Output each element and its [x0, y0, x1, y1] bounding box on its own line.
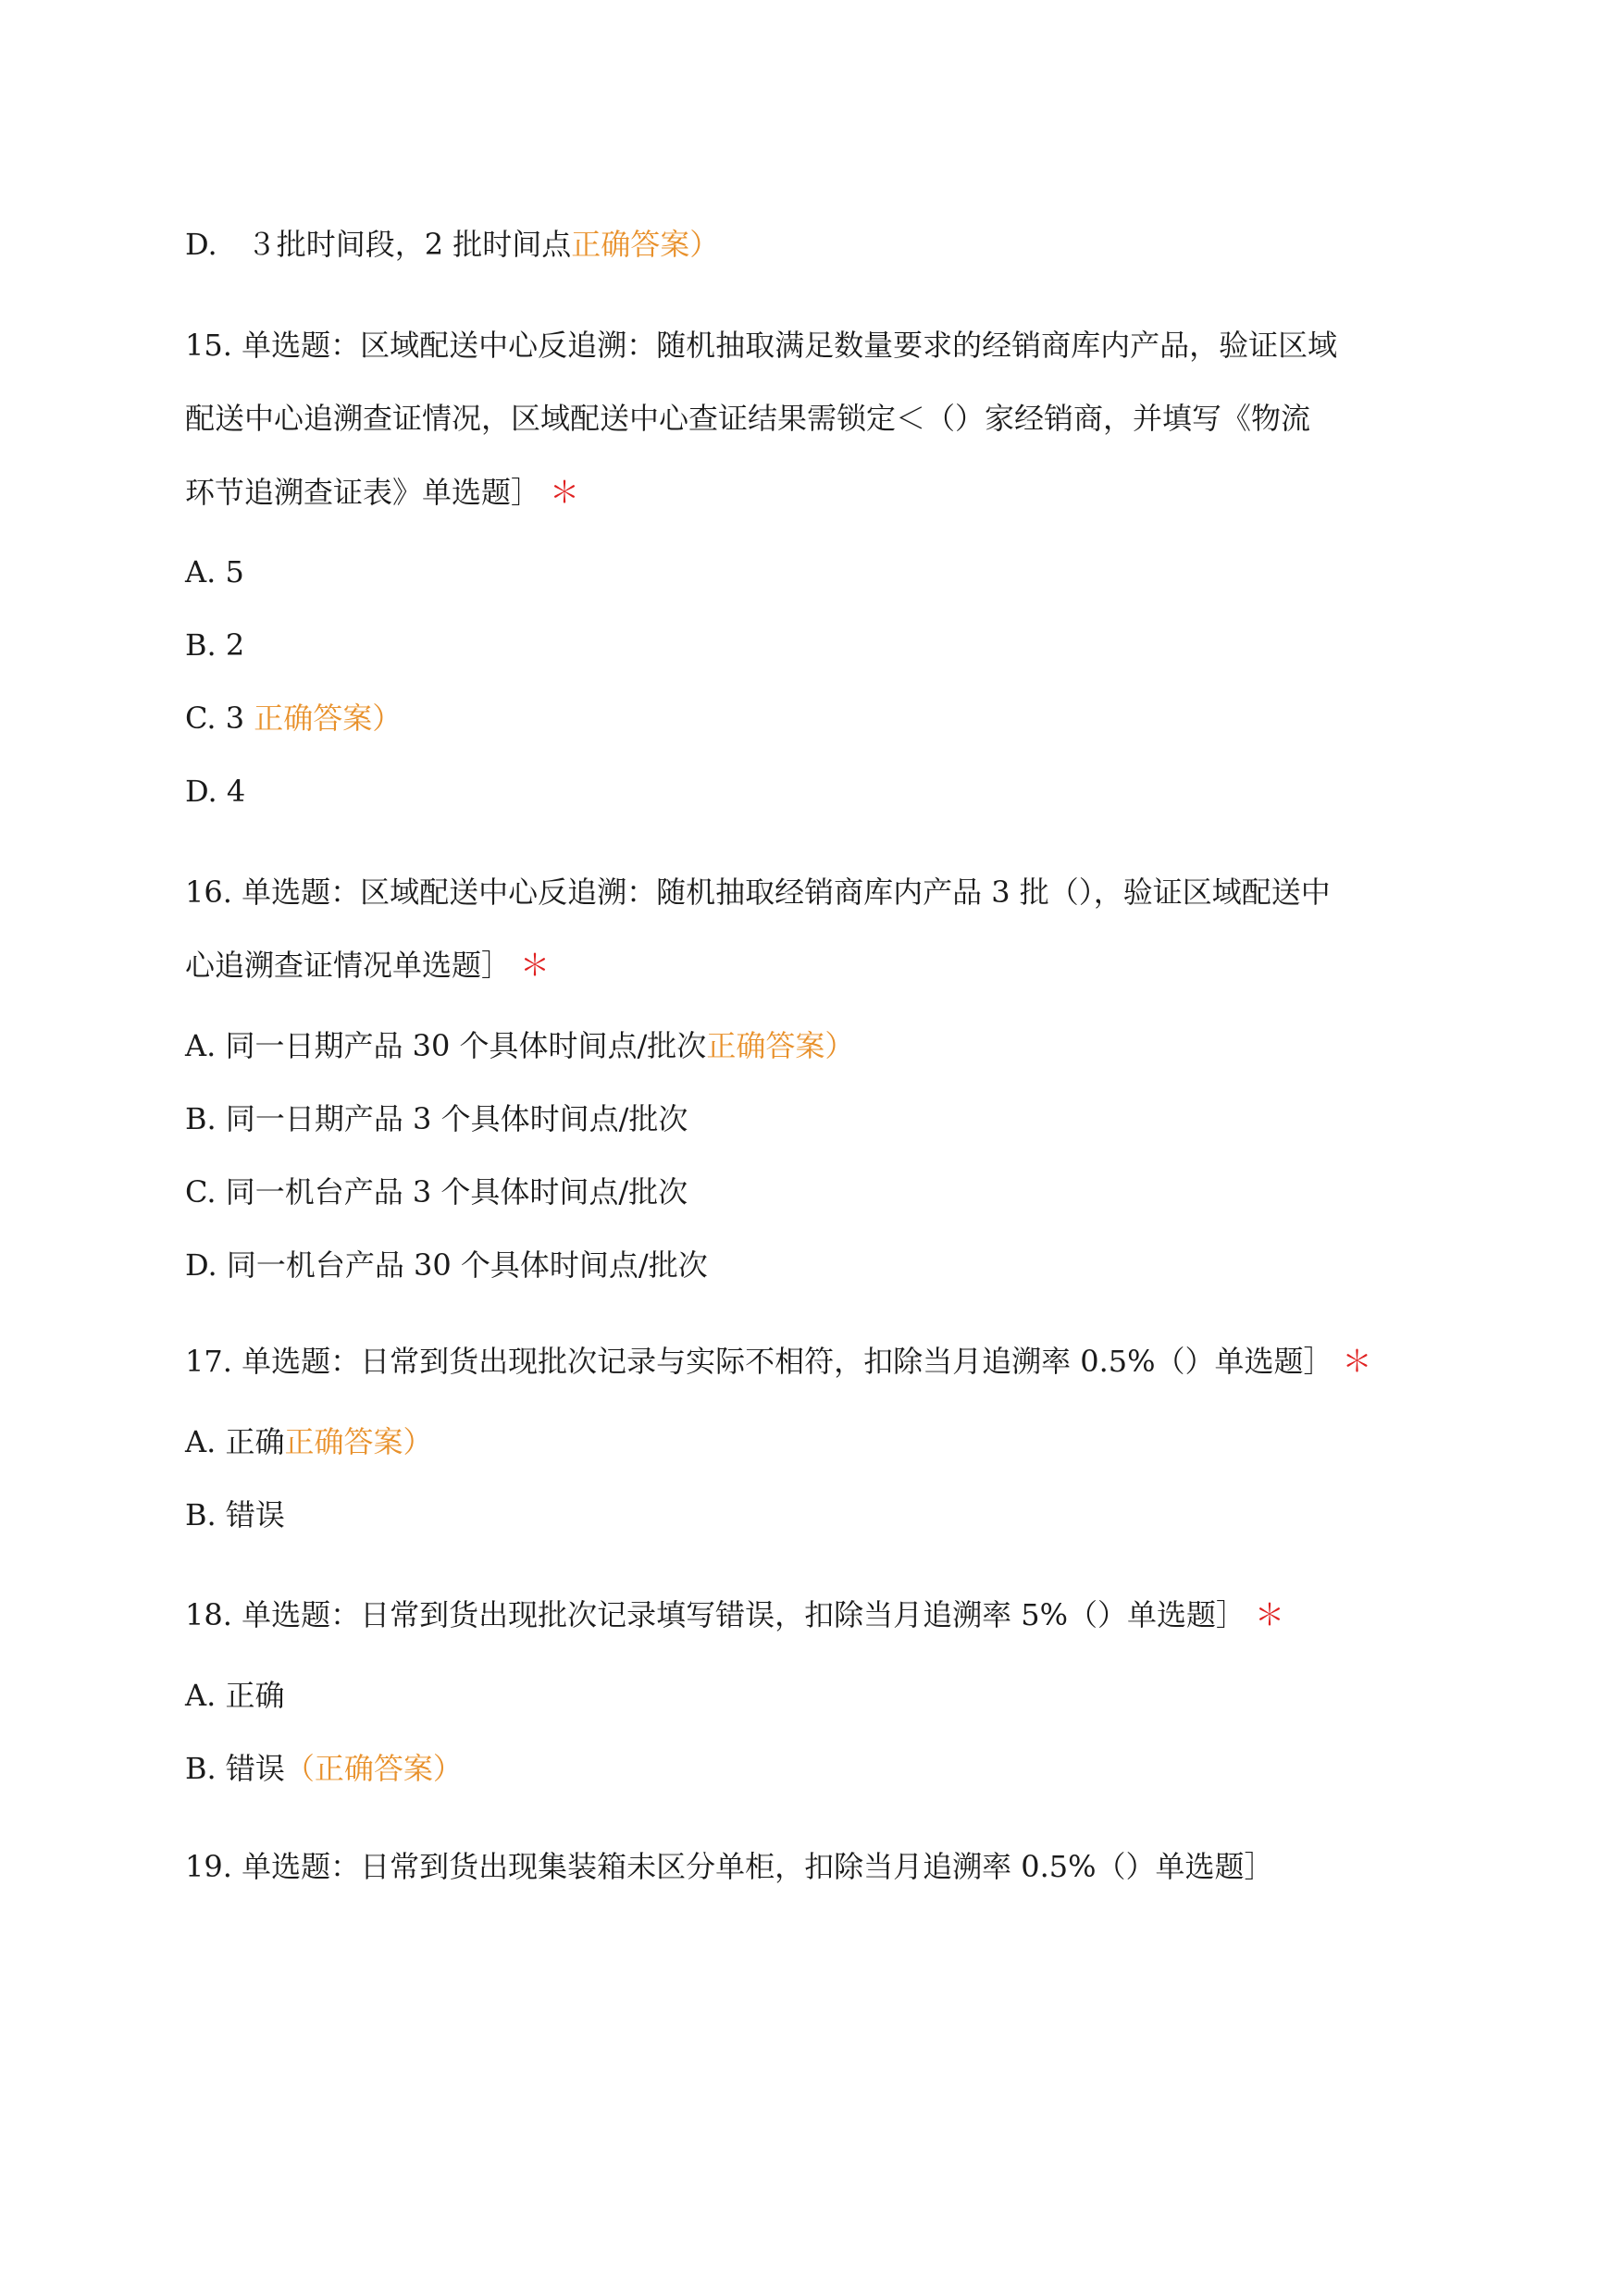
q16-option-d	[185, 1247, 708, 1284]
q15-option-a	[185, 553, 244, 590]
option-text: D. 4	[185, 774, 246, 809]
correct-answer-label: 正确答案）	[284, 1424, 433, 1459]
q15-question-line-1: 15. 单选题：区域配送中心反追溯：随机抽取满足数量要求的经销商库内产品，验证区域	[185, 328, 1338, 363]
q16-option-a	[185, 1027, 854, 1064]
q14-option-d	[185, 226, 719, 263]
q16-option-c	[185, 1173, 688, 1210]
option-text: A. 正确	[185, 1678, 285, 1713]
option-text: B. 错误	[185, 1497, 285, 1532]
q16-question-line-2	[185, 947, 550, 984]
q18-option-a	[185, 1677, 284, 1714]
correct-answer-label: 正确答案）	[571, 227, 720, 262]
option-text: C. 3	[185, 701, 254, 736]
q15-question-line-3	[185, 474, 579, 511]
option-text: A. 正确	[185, 1424, 285, 1459]
question-text: 17. 单选题：日常到货出现批次记录与实际不相符，扣除当月追溯率 0.5%（）单选题］	[185, 1344, 1333, 1379]
required-star-icon: ＊	[550, 475, 580, 510]
q15-question-line-2: 配送中心追溯查证情况，区域配送中心查证结果需锁定＜（）家经销商，并填写《物流	[185, 401, 1311, 436]
required-star-icon: ＊	[1255, 1597, 1285, 1632]
option-text: D. ３批时间段，2 批时间点	[185, 227, 572, 262]
q15-option-d	[185, 773, 245, 810]
q17-question-line-1	[185, 1343, 1372, 1380]
option-text: A. 5	[185, 554, 244, 589]
q18-option-b	[185, 1750, 463, 1787]
q16-option-b	[185, 1100, 688, 1137]
q17-option-b	[185, 1496, 285, 1533]
q15-option-b	[185, 626, 244, 664]
option-text: B. 2	[185, 627, 245, 663]
required-star-icon: ＊	[520, 948, 551, 983]
correct-answer-label: 正确答案）	[706, 1028, 855, 1063]
option-text: D. 同一机台产品 30 个具体时间点/批次	[185, 1247, 708, 1283]
correct-answer-label: （正确答案）	[284, 1751, 463, 1786]
q15-option-c	[185, 700, 402, 737]
q17-option-a	[185, 1423, 432, 1460]
option-text: A. 同一日期产品 30 个具体时间点/批次	[185, 1028, 707, 1063]
correct-answer-label: 正确答案）	[254, 701, 403, 736]
option-text: C. 同一机台产品 3 个具体时间点/批次	[185, 1174, 688, 1210]
q18-question-line-1	[185, 1596, 1284, 1633]
q16-question-line-1: 16. 单选题：区域配送中心反追溯：随机抽取经销商库内产品 3 批（），验证区域配送中	[185, 875, 1331, 910]
q19-question-line-1: 19. 单选题：日常到货出现集装箱未区分单柜，扣除当月追溯率 0.5%（）单选题］	[185, 1849, 1274, 1884]
option-text: B. 错误	[185, 1751, 285, 1786]
question-text: 环节追溯查证表》单选题］	[185, 475, 541, 510]
required-star-icon: ＊	[1342, 1344, 1372, 1379]
question-text: 心追溯查证情况单选题］	[185, 948, 512, 983]
question-text: 18. 单选题：日常到货出现批次记录填写错误，扣除当月追溯率 5%（）单选题］	[185, 1597, 1246, 1632]
option-text: B. 同一日期产品 3 个具体时间点/批次	[185, 1101, 688, 1136]
